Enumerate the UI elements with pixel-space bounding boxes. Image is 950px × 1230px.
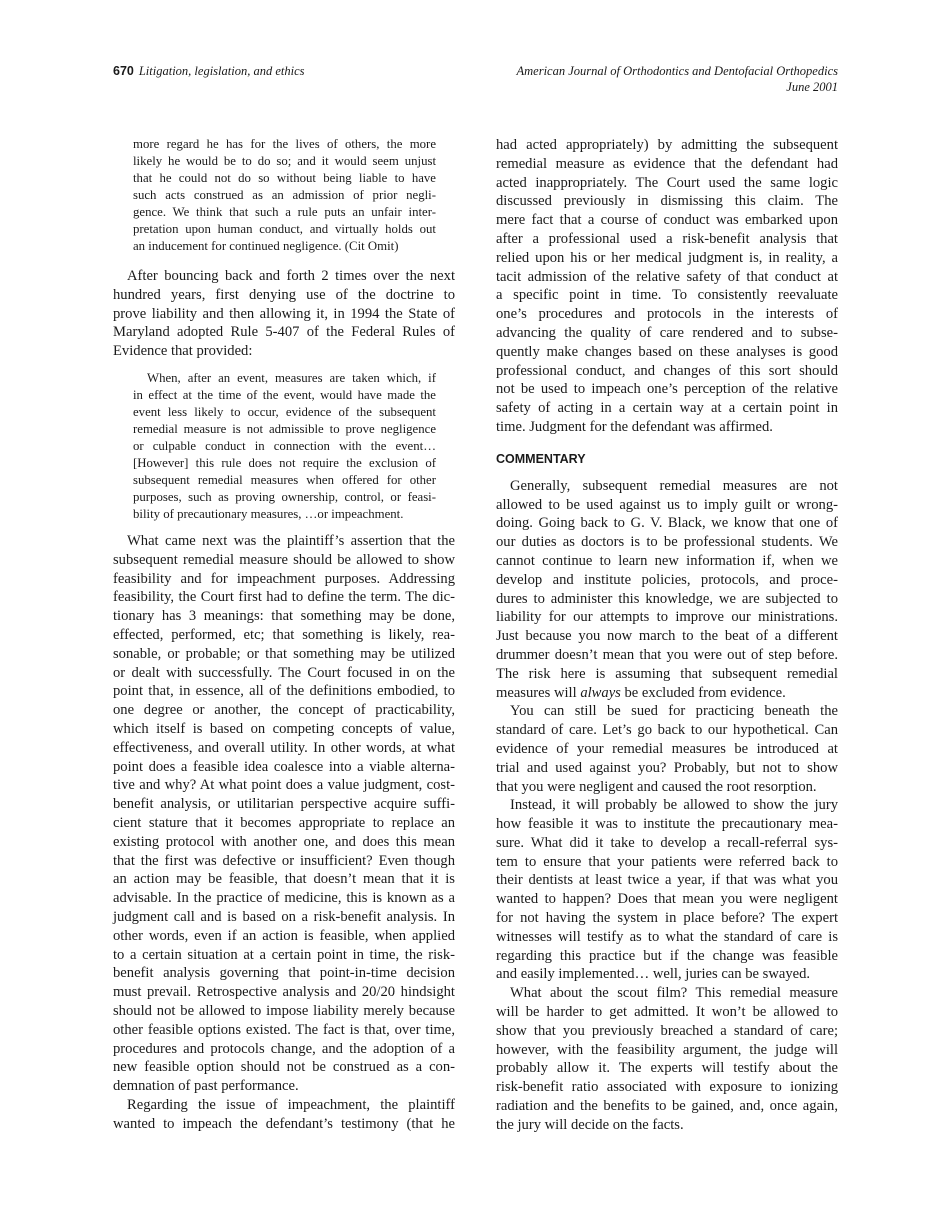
text-line: other words, even if an action is feasible, when applied — [113, 927, 455, 944]
text-line: quently make changes based on these analyses is good — [496, 343, 838, 360]
text-line: Evidence that provided: — [113, 343, 253, 360]
running-header-right — [517, 63, 839, 95]
text-line: time. Judgment for the defendant was affirmed. — [496, 418, 773, 435]
section-heading: COMMENTARY — [496, 451, 586, 466]
text-line: advisable. In the practice of medicine, this is known as a — [113, 890, 455, 907]
text-line: effectiveness, and overall utility. In other words, at what — [113, 739, 455, 756]
right-column — [496, 136, 838, 1135]
text-line: Just because you now march to the beat of a different — [496, 628, 838, 645]
text-line: an action may be feasible, that doesn’t mean that it is — [113, 871, 455, 888]
paragraph — [113, 532, 455, 1096]
text-line: to a certain situation at a certain point in time, the risk- — [113, 946, 455, 963]
text-line: benefit analysis, or utilitarian perspective acquire suffi- — [113, 796, 455, 813]
text-line: drummer doesn’t mean that you were out of step before. — [496, 646, 838, 663]
text-segment: be excluded from evidence. — [620, 684, 786, 701]
text-line: tacit admission of the relative safety of that conduct at — [496, 268, 838, 285]
text-line: Maryland adopted Rule 5-407 of the Federal Rules of — [113, 324, 455, 341]
text-line: liability for our attempts to improve our ministrations. — [496, 609, 838, 626]
text-line: discussed previously in dismissing this claim. The — [496, 193, 838, 210]
text-line: mere fact that a course of conduct was embarked upon — [496, 212, 838, 229]
text-line: existing protocol with another one, and does this mean — [113, 833, 455, 850]
text-line: When, after an event, measures are taken which, if — [147, 370, 436, 385]
text-line: which itself is based on competing concepts of value, — [113, 720, 455, 737]
text-line: demnation of past performance. — [113, 1078, 299, 1095]
text-line: benefit analysis governing that point-in-time decision — [113, 965, 455, 982]
text-line: how feasible it was to institute the precautionary mea- — [496, 816, 838, 833]
text-line: will be harder to get admitted. It won’t be allowed to — [496, 1004, 838, 1021]
paragraph — [496, 984, 838, 1134]
paragraph — [496, 796, 838, 984]
text-line: subsequent remedial measure should be allowed to show — [113, 551, 455, 568]
text-line: judgment call and is based on a risk-benefit analysis. In — [113, 908, 455, 925]
text-line: You can still be sued for practicing beneath the — [510, 703, 838, 720]
text-line: tive and why? At what point does a value judgment, cost- — [113, 777, 455, 794]
text-line: advancing the quality of care rendered and to subse- — [496, 324, 838, 341]
text-line: show that you previously breached a standard of care; — [496, 1022, 838, 1039]
text-line: such acts construed as an admission of prior negli- — [133, 188, 436, 202]
text-line: should not be allowed to impose liability merely because — [113, 1002, 455, 1019]
text-line: a specific point in time. To consistently reevaluate — [496, 287, 838, 304]
text-line: however, with the feasibility argument, the judge will — [496, 1041, 838, 1058]
text-line: or culpable conduct in connection with the event… — [133, 438, 436, 453]
paragraph — [113, 267, 455, 361]
text-line: probably allow it. The experts will testify about the — [496, 1060, 838, 1077]
text-line: or dealt with successfully. The Court focused in on the — [113, 664, 455, 681]
text-line: feasibility and for impeachment purposes. Addressing — [113, 570, 455, 587]
issue-date: June 2001 — [786, 80, 838, 94]
text-line: prove liability and then allowing it, in 1994 the State of — [113, 305, 455, 322]
text-line: for not having the system in place before? The expert — [496, 910, 838, 927]
text-line: wanted to impeach the defendant’s testimony (that he — [113, 1115, 455, 1132]
text-line: cannot continue to learn new information if, when we — [496, 552, 838, 569]
block-quote — [133, 136, 436, 255]
text-line: tem to ensure that your patients were referred back to — [496, 853, 838, 870]
text-line: evidence of your remedial measures be introduced at — [496, 740, 838, 757]
text-line: pretation upon human conduct, and virtually holds out — [133, 222, 436, 236]
text-line: safety of acting in a certain way at a certain point in — [496, 400, 838, 417]
text-line: remedial measure is not admissible to prove negligence — [133, 421, 436, 436]
text-line: What came next was the plaintiff’s assertion that the — [127, 532, 455, 549]
text-line: dures to administer this knowledge, we are subjected to — [496, 590, 838, 607]
text-line: relied upon his or her medical judgment is, in reality, a — [496, 249, 838, 266]
text-line: that he could not do so without being liable to have — [133, 171, 436, 185]
paragraph — [496, 136, 838, 437]
text-line: Instead, it will probably be allowed to show the jury — [510, 797, 838, 814]
text-line: and easily implemented… well, juries can be swayed. — [496, 966, 811, 983]
text-line: doing. Going back to G. V. Black, we know that one of — [496, 515, 838, 532]
text-line: allowed to be used against us to imply guilt or wrong- — [496, 496, 838, 513]
text-line: our duties as doctors is to be professional students. We — [496, 534, 838, 551]
text-line: remedial measure as evidence that the defendant had — [496, 155, 838, 172]
text-line: that you were negligent and caused the root resorption. — [496, 778, 817, 795]
text-line: [However] this rule does not require the exclusion of — [133, 455, 436, 470]
text-line: subsequent remedial measures when offered for other — [133, 472, 436, 487]
text-line: What about the scout film? This remedial measure — [510, 985, 838, 1002]
running-header-left — [113, 63, 304, 79]
text-line: After bouncing back and forth 2 times over the next — [127, 268, 455, 284]
text-line: after a professional used a risk-benefit analysis that — [496, 230, 838, 247]
journal-title: American Journal of Orthodontics and Dentofacial Orthopedics — [516, 64, 838, 78]
text-line: bility of precautionary measures, …or impeachment. — [133, 506, 404, 521]
text-line: witnesses will testify as to what the standard of care is — [496, 928, 838, 945]
paragraph — [113, 1096, 455, 1134]
text-line: tionary has 3 meanings: that something may be done, — [113, 608, 455, 625]
text-line: risk-benefit ratio associated with exposure to ionizing — [496, 1079, 838, 1096]
text-line: other feasible options existed. The fact is that, over time, — [113, 1021, 455, 1038]
text-line: that the first was defective or insufficient? Even though — [113, 852, 455, 869]
text-line: sonable, or probable; or that something may be utilized — [113, 645, 455, 662]
text-line: wanted to happen? Does that mean you were negligent — [496, 891, 838, 908]
text-line: had acted appropriately) by admitting the subsequent — [496, 137, 838, 153]
text-line: effected, performed, etc; that something is likely, rea- — [113, 626, 455, 643]
left-column — [113, 136, 455, 1133]
text-line: one degree or another, the concept of practicability, — [113, 702, 455, 719]
text-line: acted inappropriately. The Court used the same logic — [496, 174, 838, 191]
text-line: Regarding the issue of impeachment, the plaintiff — [127, 1096, 455, 1113]
text-line: sure. What did it take to develop a recall-referral sys- — [496, 834, 838, 851]
text-line: Generally, subsequent remedial measures are not — [510, 477, 838, 494]
page-number: 670 — [113, 64, 134, 78]
text-line: purposes, such as proving ownership, control, or feasi- — [133, 489, 436, 504]
text-line: The risk here is assuming that subsequent remedial — [496, 665, 838, 682]
text-line: likely he would be to do so; and it would seem unjust — [133, 154, 436, 168]
text-line: feasibility, the Court first had to define the term. The dic- — [113, 589, 455, 606]
text-segment: measures will — [496, 684, 581, 701]
text-line: point does a feasible idea coalesce into a viable alterna- — [113, 758, 455, 775]
text-line: cient stature that it becomes appropriate to replace an — [113, 814, 455, 831]
paragraph — [496, 477, 838, 703]
section-title: Litigation, legislation, and ethics — [138, 64, 305, 78]
text-line: trial and used against you? Probably, but not to show — [496, 759, 838, 776]
text-line: an inducement for continued negligence. (Cit Omit) — [133, 239, 399, 253]
text-line — [496, 684, 838, 703]
text-line: event less likely to occur, evidence of the subsequent — [133, 404, 436, 419]
paragraph — [496, 702, 838, 796]
text-line: the jury will decide on the facts. — [496, 1116, 684, 1133]
text-line: develop and institute policies, protocols, and proce- — [496, 571, 838, 588]
text-line: regarding this practice but if the change was feasible — [496, 947, 838, 964]
text-line: their dentists at least twice a year, if that was what you — [496, 872, 838, 889]
text-line: one’s procedures and protocols in the interests of — [496, 306, 838, 323]
text-line: new feasible option should not be construed as a con- — [113, 1059, 455, 1076]
block-quote — [133, 370, 436, 523]
text-line: hundred years, first denying use of the doctrine to — [113, 286, 455, 303]
text-line: radiation and the benefits to be gained, and, once again, — [496, 1098, 838, 1115]
text-line: not be used to impeach one’s perception of the relative — [496, 381, 838, 398]
text-line: in effect at the time of the event, would have made the — [133, 387, 436, 402]
text-line: procedures and protocols change, and the adoption of a — [113, 1040, 455, 1057]
text-line: point that, in essence, all of the definitions embodied, to — [113, 683, 455, 700]
text-line: gence. We think that such a rule puts an unfair inter- — [133, 205, 436, 219]
text-line: standard of care. Let’s go back to our hypothetical. Can — [496, 722, 838, 739]
text-line: more regard he has for the lives of others, the more — [133, 137, 436, 151]
text-line: professional conduct, and changes of this sort should — [496, 362, 838, 379]
text-line: must prevail. Retrospective analysis and 20/20 hindsight — [113, 984, 455, 1001]
emphasized-text: always — [580, 684, 621, 701]
